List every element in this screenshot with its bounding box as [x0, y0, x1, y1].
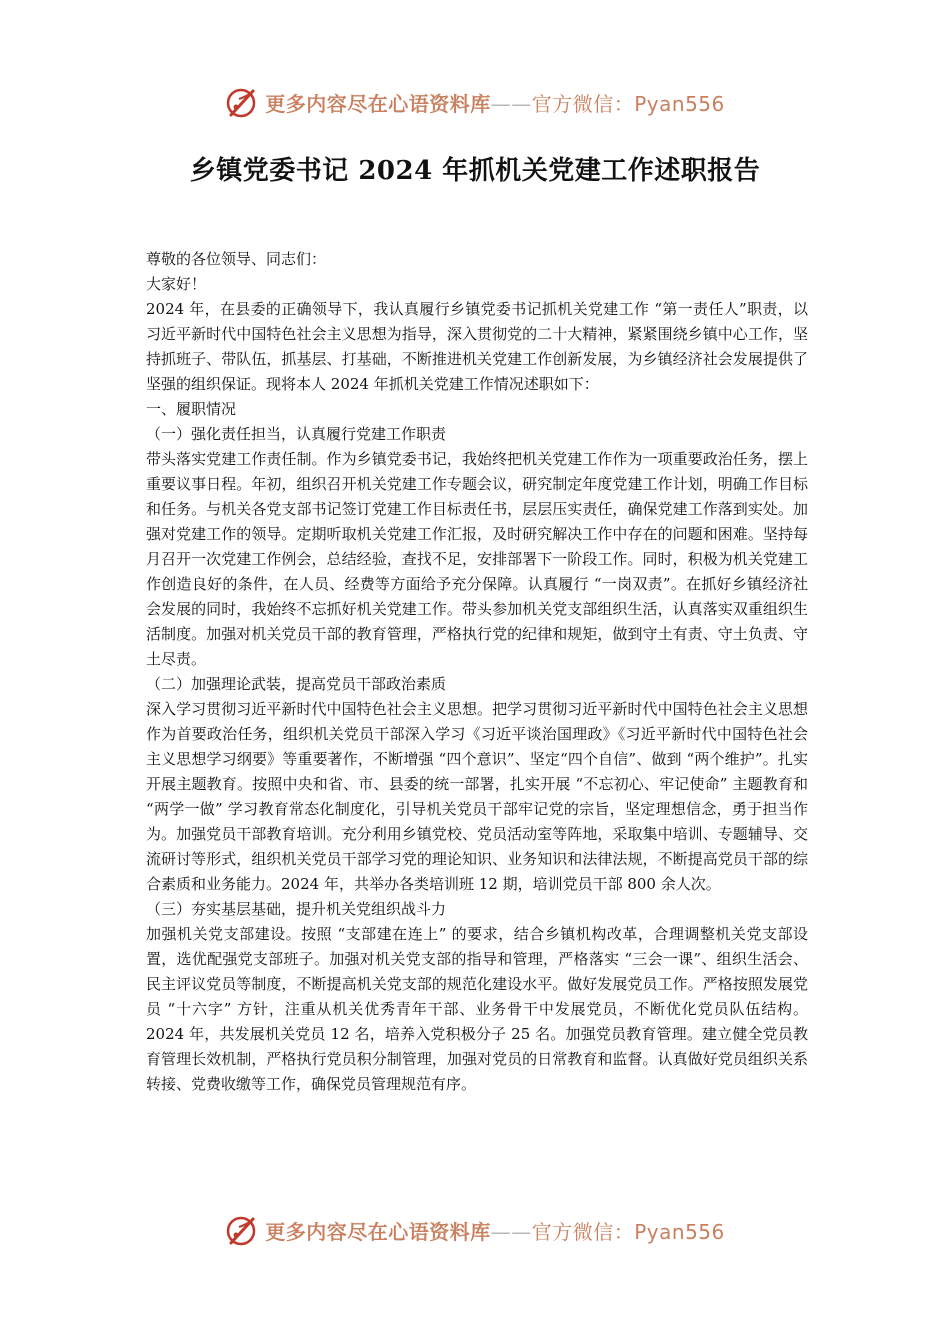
document-body [146, 247, 808, 1097]
header-watermark [0, 82, 950, 122]
quill-logo-icon [225, 1213, 259, 1247]
footer-watermark [0, 1210, 950, 1250]
watermark-separator: —— [490, 1219, 532, 1244]
watermark-label: 官方微信： [531, 1219, 635, 1244]
body-paragraph: 深入学习贯彻习近平新时代中国特色社会主义思想。把学习贯彻习近平新时代中国特色社会主义思想作为首要政治任务，组织机关党员干部深入学习《习近平谈治国理政》《习近平新时代中国特色社会主义思想学习纲要》等重要著作，不断增强 “四个意识”、坚定“四个自信”、做到 “两个维护”。扎实开展主题教育。按照中央和省、市、县委的统一部署，扎实开展 “不忘初心、牢记使命” 主题教育和 “两学一做” 学习教育常态化制度化，引导机关党员干部牢记党的宗旨，坚定理想信念，勇于担当作为。加强党员干部教育培训。充分利用乡镇党校、党员活动室等阵地，采取集中培训、专题辅导、交流研讨等形式，组织机关党员干部学习党的理论知识、业务知识和法律法规，不断提高党员干部的综合素质和业务能力。2024 年，共举办各类培训班 12 期，培训党员干部 800 余人次。 [146, 700, 808, 893]
subsection-heading: （一）强化责任担当，认真履行党建工作职责 [146, 425, 447, 443]
watermark-brand: 更多内容尽在心语资料库 [265, 1219, 491, 1244]
greeting: 大家好！ [146, 275, 207, 293]
body-paragraph: 带头落实党建工作责任制。作为乡镇党委书记，我始终把机关党建工作作为一项重要政治任务，摆上重要议事日程。年初，组织召开机关党建工作专题会议，研究制定年度党建工作计划，明确工作目标和任务。与机关各党支部书记签订党建工作目标责任书，层层压实责任，确保党建工作落到实处。加强对党建工作的领导。定期听取机关党建工作汇报，及时研究解决工作中存在的问题和困难。坚持每月召开一次党建工作例会，总结经验，查找不足，安排部署下一阶段工作。同时，积极为机关党建工作创造良好的条件，在人员、经费等方面给予充分保障。认真履行 “一岗双责”。在抓好乡镇经济社会发展的同时，我始终不忘抓好机关党建工作。带头参加机关党支部组织生活，认真落实双重组织生活制度。加强对机关党员干部的教育管理，严格执行党的纪律和规矩，做到守土有责、守土负责、守土尽责。 [146, 450, 808, 668]
watermark-separator: —— [490, 91, 532, 116]
document-title: 乡镇党委书记 2024 年抓机关党建工作述职报告 [189, 156, 761, 186]
body-paragraph: 加强机关党支部建设。按照 “支部建在连上” 的要求，结合乡镇机构改革，合理调整机关党支部设置，选优配强党支部班子。加强对机关党支部的指导和管理，严格落实 “三会一课”、组织生活会、民主评议党员等制度，不断提高机关党支部的规范化建设水平。做好发展党员工作。严格按照发展党员 “十六字” 方针，注重从机关优秀青年干部、业务骨干中发展党员，不断优化党员队伍结构。2024 年，共发展机关党员 12 名，培养入党积极分子 25 名。加强党员教育管理。建立健全党员教育管理长效机制，严格执行党员积分制管理，加强对党员的日常教育和监督。认真做好党员组织关系转接、党费收缴等工作，确保党员管理规范有序。 [146, 925, 808, 1093]
section-heading: 一、履职情况 [146, 400, 237, 418]
watermark-brand: 更多内容尽在心语资料库 [265, 91, 491, 116]
subsection-heading: （三）夯实基层基础，提升机关党组织战斗力 [146, 900, 447, 918]
watermark-label: 官方微信： [531, 91, 635, 116]
salutation: 尊敬的各位领导、同志们： [146, 250, 327, 268]
watermark-text [265, 88, 725, 117]
watermark-text [265, 1216, 725, 1245]
watermark-handle: Pyan556 [634, 91, 725, 116]
watermark-handle: Pyan556 [634, 1219, 725, 1244]
subsection-heading: （二）加强理论武装，提高党员干部政治素质 [146, 675, 447, 693]
quill-logo-icon [225, 85, 259, 119]
intro-paragraph: 2024 年，在县委的正确领导下，我认真履行乡镇党委书记抓机关党建工作 “第一责任人”职责，以习近平新时代中国特色社会主义思想为指导，深入贯彻党的二十大精神，紧紧围绕乡镇中心工作，坚持抓班子、带队伍，抓基层、打基础，不断推进机关党建工作创新发展，为乡镇经济社会发展提供了坚强的组织保证。现将本人 2024 年抓机关党建工作情况述职如下： [146, 300, 808, 393]
